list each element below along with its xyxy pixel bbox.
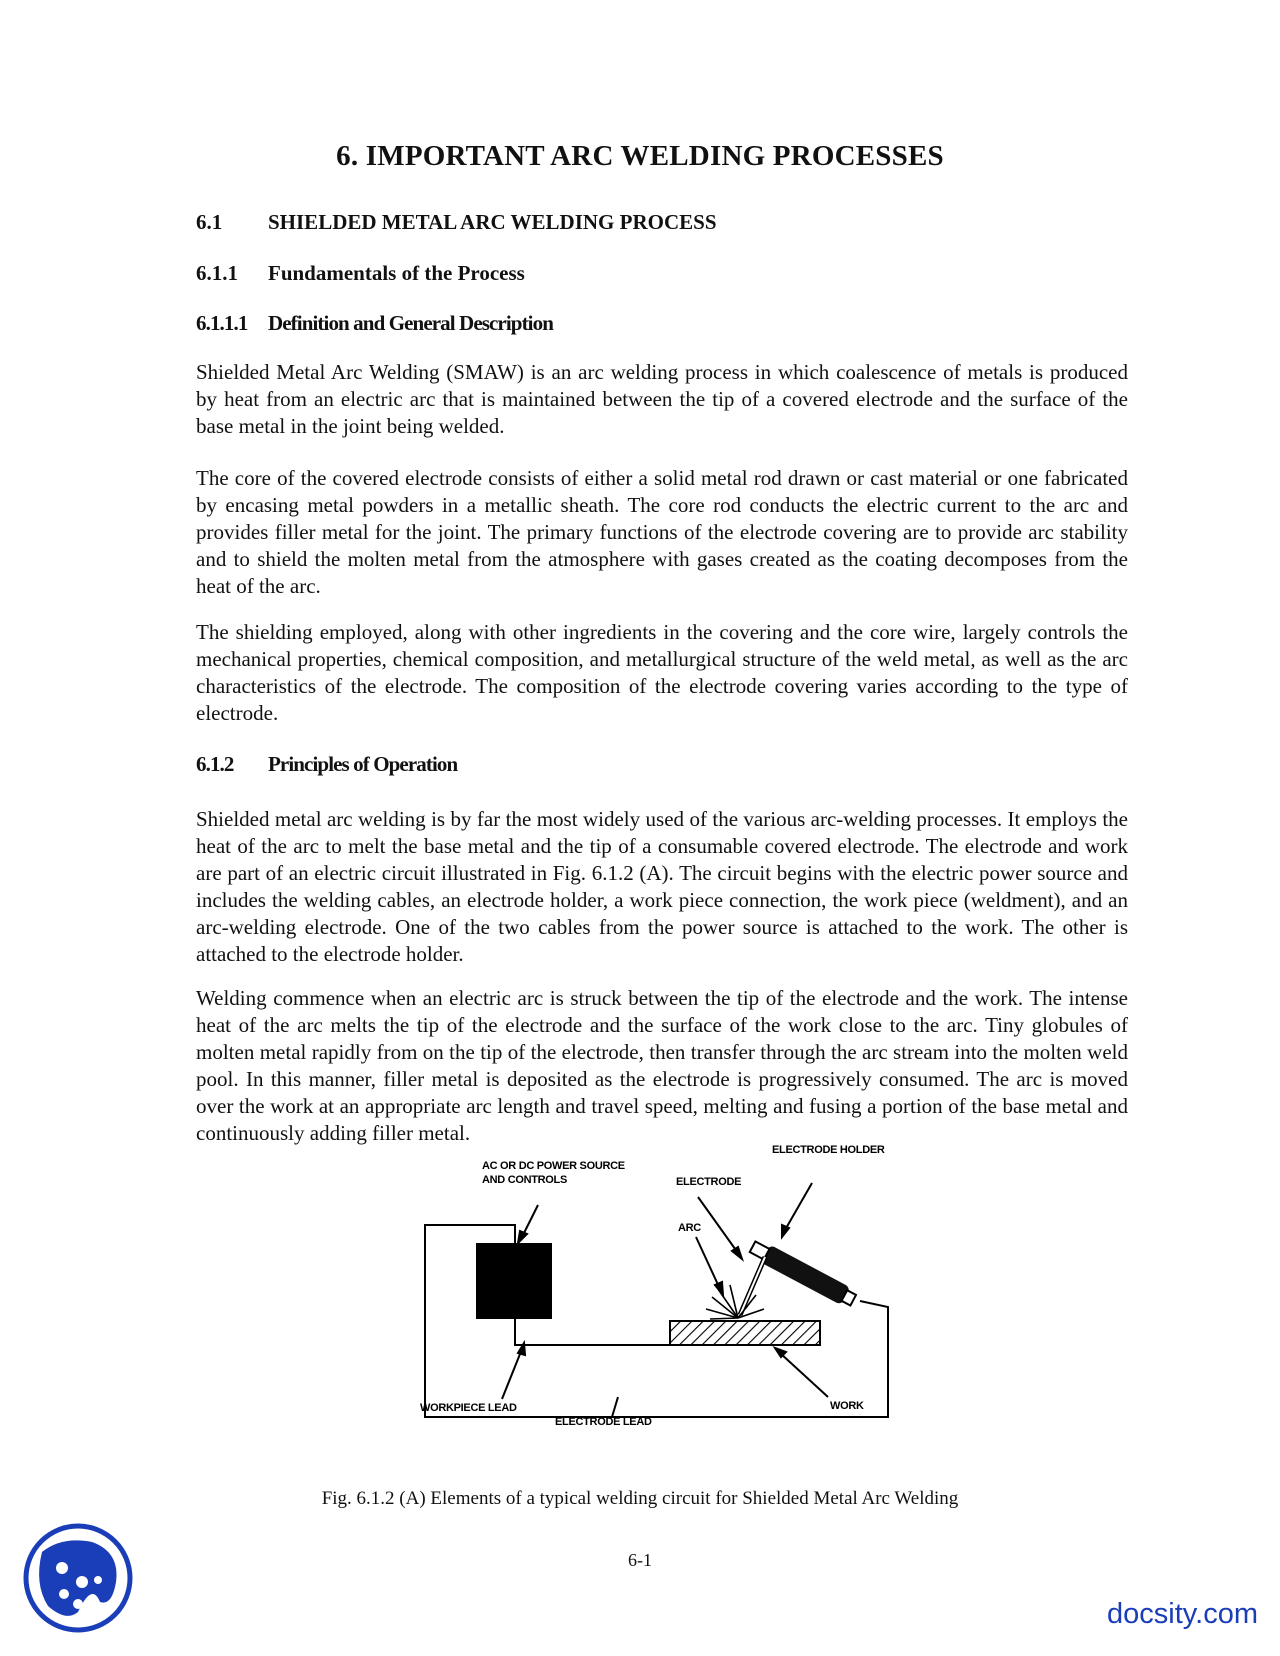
page-number: 6-1: [628, 1550, 652, 1570]
paragraph-principles: Shielded metal arc welding is by far the most widely used of the various arc-welding processes. It employs the heat of the arc to melt the base metal and the tip of a consumable covered electrode. The electrode and work are part of an electric circuit illustrated in Fig. 6.1.2 (A). The circuit begins with the electric power source and includes the welding cables, an electrode holder, a work piece connection, the work piece (weldment), and an arc-welding electrode. One of the two cables from the power source is attached to the work. The other is attached to the electrode holder.: [196, 807, 1128, 966]
page-title: 6. IMPORTANT ARC WELDING PROCESSES: [336, 140, 944, 172]
label-electrode-holder: ELECTRODE HOLDER: [772, 1144, 885, 1156]
section-heading-6-1-2: [196, 752, 457, 777]
section-heading-6-1: [196, 210, 717, 235]
arc-sparks: [706, 1285, 764, 1319]
label-work: WORK: [830, 1400, 864, 1412]
paragraph-definition: Shielded Metal Arc Welding (SMAW) is an arc welding process in which coalescence of metals is produced by heat from an electric arc that is maintained between the tip of a covered electrode and the surface of the base metal in the joint being welded.: [196, 360, 1128, 438]
electrode-holder: [748, 1238, 858, 1309]
workpiece-lead-wire: [515, 1315, 670, 1345]
figure-caption: Fig. 6.1.2 (A) Elements of a typical welding circuit for Shielded Metal Arc Welding: [321, 1488, 959, 1509]
section-number: 6.1.2: [196, 752, 234, 776]
section-number: 6.1.1.1: [196, 311, 248, 335]
welding-circuit-diagram: [420, 1144, 920, 1465]
section-title: SHIELDED METAL ARC WELDING PROCESS: [268, 210, 717, 234]
section-number: 6.1: [196, 210, 223, 234]
label-workpiece-lead: WORKPIECE LEAD: [420, 1402, 517, 1414]
section-number: 6.1.1: [196, 261, 238, 285]
welding-circuit-figure: [420, 1144, 920, 1465]
section-heading-6-1-1: [196, 261, 525, 286]
paragraph-welding-process: Welding commence when an electric arc is struck between the tip of the electrode and the work. The intense heat of the arc melts the tip of the electrode and the surface of the work close to the arc. Tiny globules of molten metal rapidly from on the tip of the electrode, then transfer through the arc stream into the molten weld pool. In this manner, filler metal is deposited as the electrode is progressively consumed. The arc is moved over the work at an appropriate arc length and travel speed, melting and fusing a portion of the base metal and continuously adding filler metal.: [196, 986, 1128, 1145]
section-title: Principles of Operation: [268, 752, 458, 776]
workpiece-plate: [670, 1321, 820, 1345]
section-heading-6-1-1-1: [196, 311, 553, 336]
power-source-box: [476, 1243, 552, 1319]
label-power-source-line1: AC OR DC POWER SOURCE: [482, 1160, 625, 1172]
label-power-source-line2: AND CONTROLS: [482, 1174, 568, 1186]
section-title: Fundamentals of the Process: [268, 261, 525, 285]
label-electrode: ELECTRODE: [676, 1176, 742, 1188]
paragraph-shielding: The shielding employed, along with other ingredients in the covering and the core wire, largely controls the mechanical properties, chemical composition, and metallurgical structure of the weld metal, as well as the arc characteristics of the electrode. The composition of the electrode covering varies according to the type of electrode.: [196, 620, 1128, 725]
paragraph-core: The core of the covered electrode consists of either a solid metal rod drawn or cast material or one fabricated by encasing metal powders in a metallic sheath. The core rod conducts the electric current to the arc and provides filler metal for the joint. The primary functions of the electrode covering are to provide arc stability and to shield the molten metal from the atmosphere with gases created as the coating decomposes from the heat of the arc.: [196, 466, 1128, 598]
label-arc: ARC: [678, 1222, 701, 1234]
label-electrode-lead: ELECTRODE LEAD: [555, 1416, 652, 1428]
docsity-logo-icon: [22, 1522, 134, 1634]
section-title: Definition and General Description: [268, 311, 553, 335]
power-source-top-lead: [475, 1225, 515, 1243]
docsity-brand-link[interactable]: docsity.com: [1107, 1598, 1258, 1630]
